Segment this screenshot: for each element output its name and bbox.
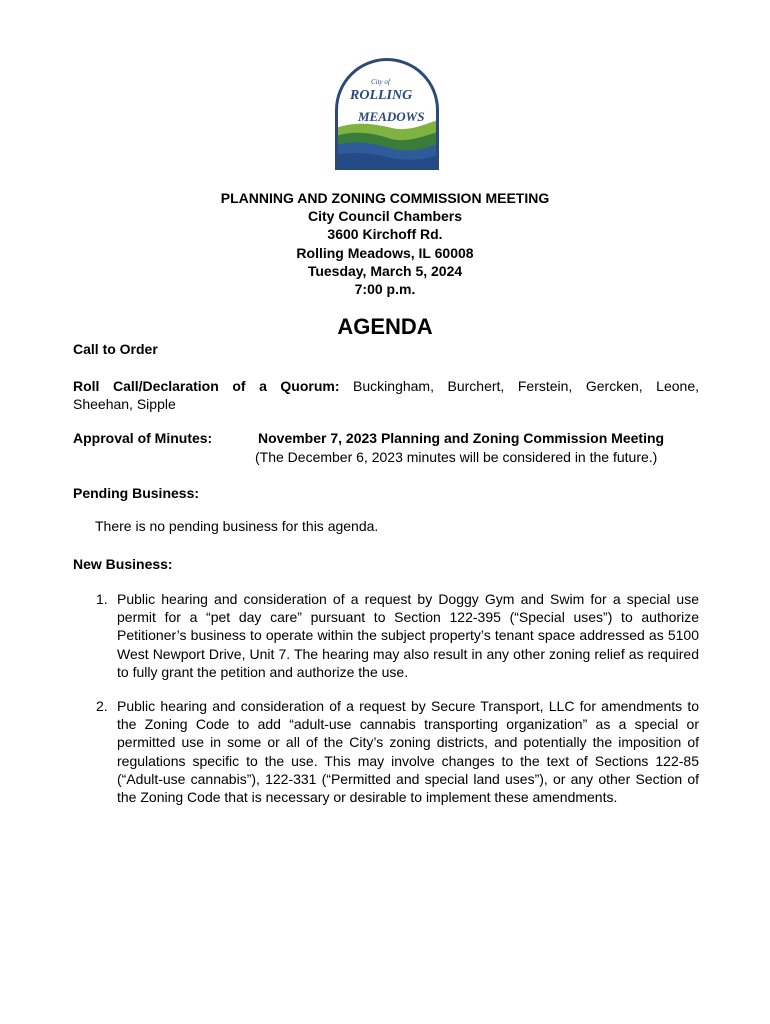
- new-business-item-1: [96, 590, 699, 681]
- meeting-street: 3600 Kirchoff Rd.: [327, 226, 443, 243]
- roll-call-names: Buckingham, Burchert, Ferstein, Gercken, Leone,: [339, 378, 699, 394]
- roll-call-names-continued: Sheehan, Sipple: [73, 396, 176, 413]
- meeting-header: [0, 189, 770, 298]
- roll-call-line1: [73, 377, 699, 395]
- meeting-title: PLANNING AND ZONING COMMISSION MEETING: [220, 190, 550, 206]
- meeting-city: Rolling Meadows, IL 60008: [296, 244, 474, 261]
- minutes-note: (The December 6, 2023 minutes will be considered in the future.): [255, 449, 658, 465]
- roll-call-label: Roll Call/Declaration of a Quorum:: [73, 378, 340, 394]
- minutes-meeting: November 7, 2023 Planning and Zoning Commission Meeting: [258, 430, 665, 446]
- meeting-time: 7:00 p.m.: [354, 281, 416, 298]
- approval-of-minutes-label: Approval of Minutes:: [73, 430, 213, 446]
- item-number: 2.: [96, 698, 108, 714]
- meeting-date: Tuesday, March 5, 2024: [307, 262, 463, 279]
- item-number: 1.: [96, 591, 108, 607]
- item-text: Public hearing and consideration of a request by Doggy Gym and Swim for a special use permit for a “pet day care” pursuant to Section 122-395 (“Special uses”) to authorize Petitioner’s business to operate within the subject property’s tenant space addressed as 5100 West Newport Drive, Unit 7. The hearing may also result in any other zoning relief as required to fully grant the petition and authorize the use.: [117, 591, 699, 680]
- item-text: Public hearing and consideration of a request by Secure Transport, LLC for amendments to the Zoning Code to add “adult-use cannabis transporting organization” as a special or permitted use in some or all of the City’s zoning districts, and potentially the imposition of regulations specific to the use. This may involve changes to the text of Sections 122-85 (“Adult-use cannabis”), 122-331 (“Permitted and special land uses”), or any other Section of the Zoning Code that is necessary or desirable to implement these amendments.: [117, 698, 699, 806]
- agenda-title: AGENDA: [337, 314, 433, 339]
- call-to-order: Call to Order: [73, 341, 158, 357]
- rolling-meadows-logo: [330, 58, 444, 172]
- new-business-item-2: [96, 697, 699, 806]
- pending-business-heading: Pending Business:: [73, 485, 200, 501]
- logo-city-of-text: City of: [371, 78, 390, 86]
- new-business-heading: New Business:: [73, 556, 173, 572]
- meeting-location: City Council Chambers: [307, 208, 463, 225]
- pending-business-text: There is no pending business for this agenda.: [95, 518, 379, 534]
- logo-meadows-text: MEADOWS: [358, 109, 425, 124]
- logo-rolling-text: ROLLING: [350, 88, 413, 103]
- roll-call-section: [73, 377, 699, 413]
